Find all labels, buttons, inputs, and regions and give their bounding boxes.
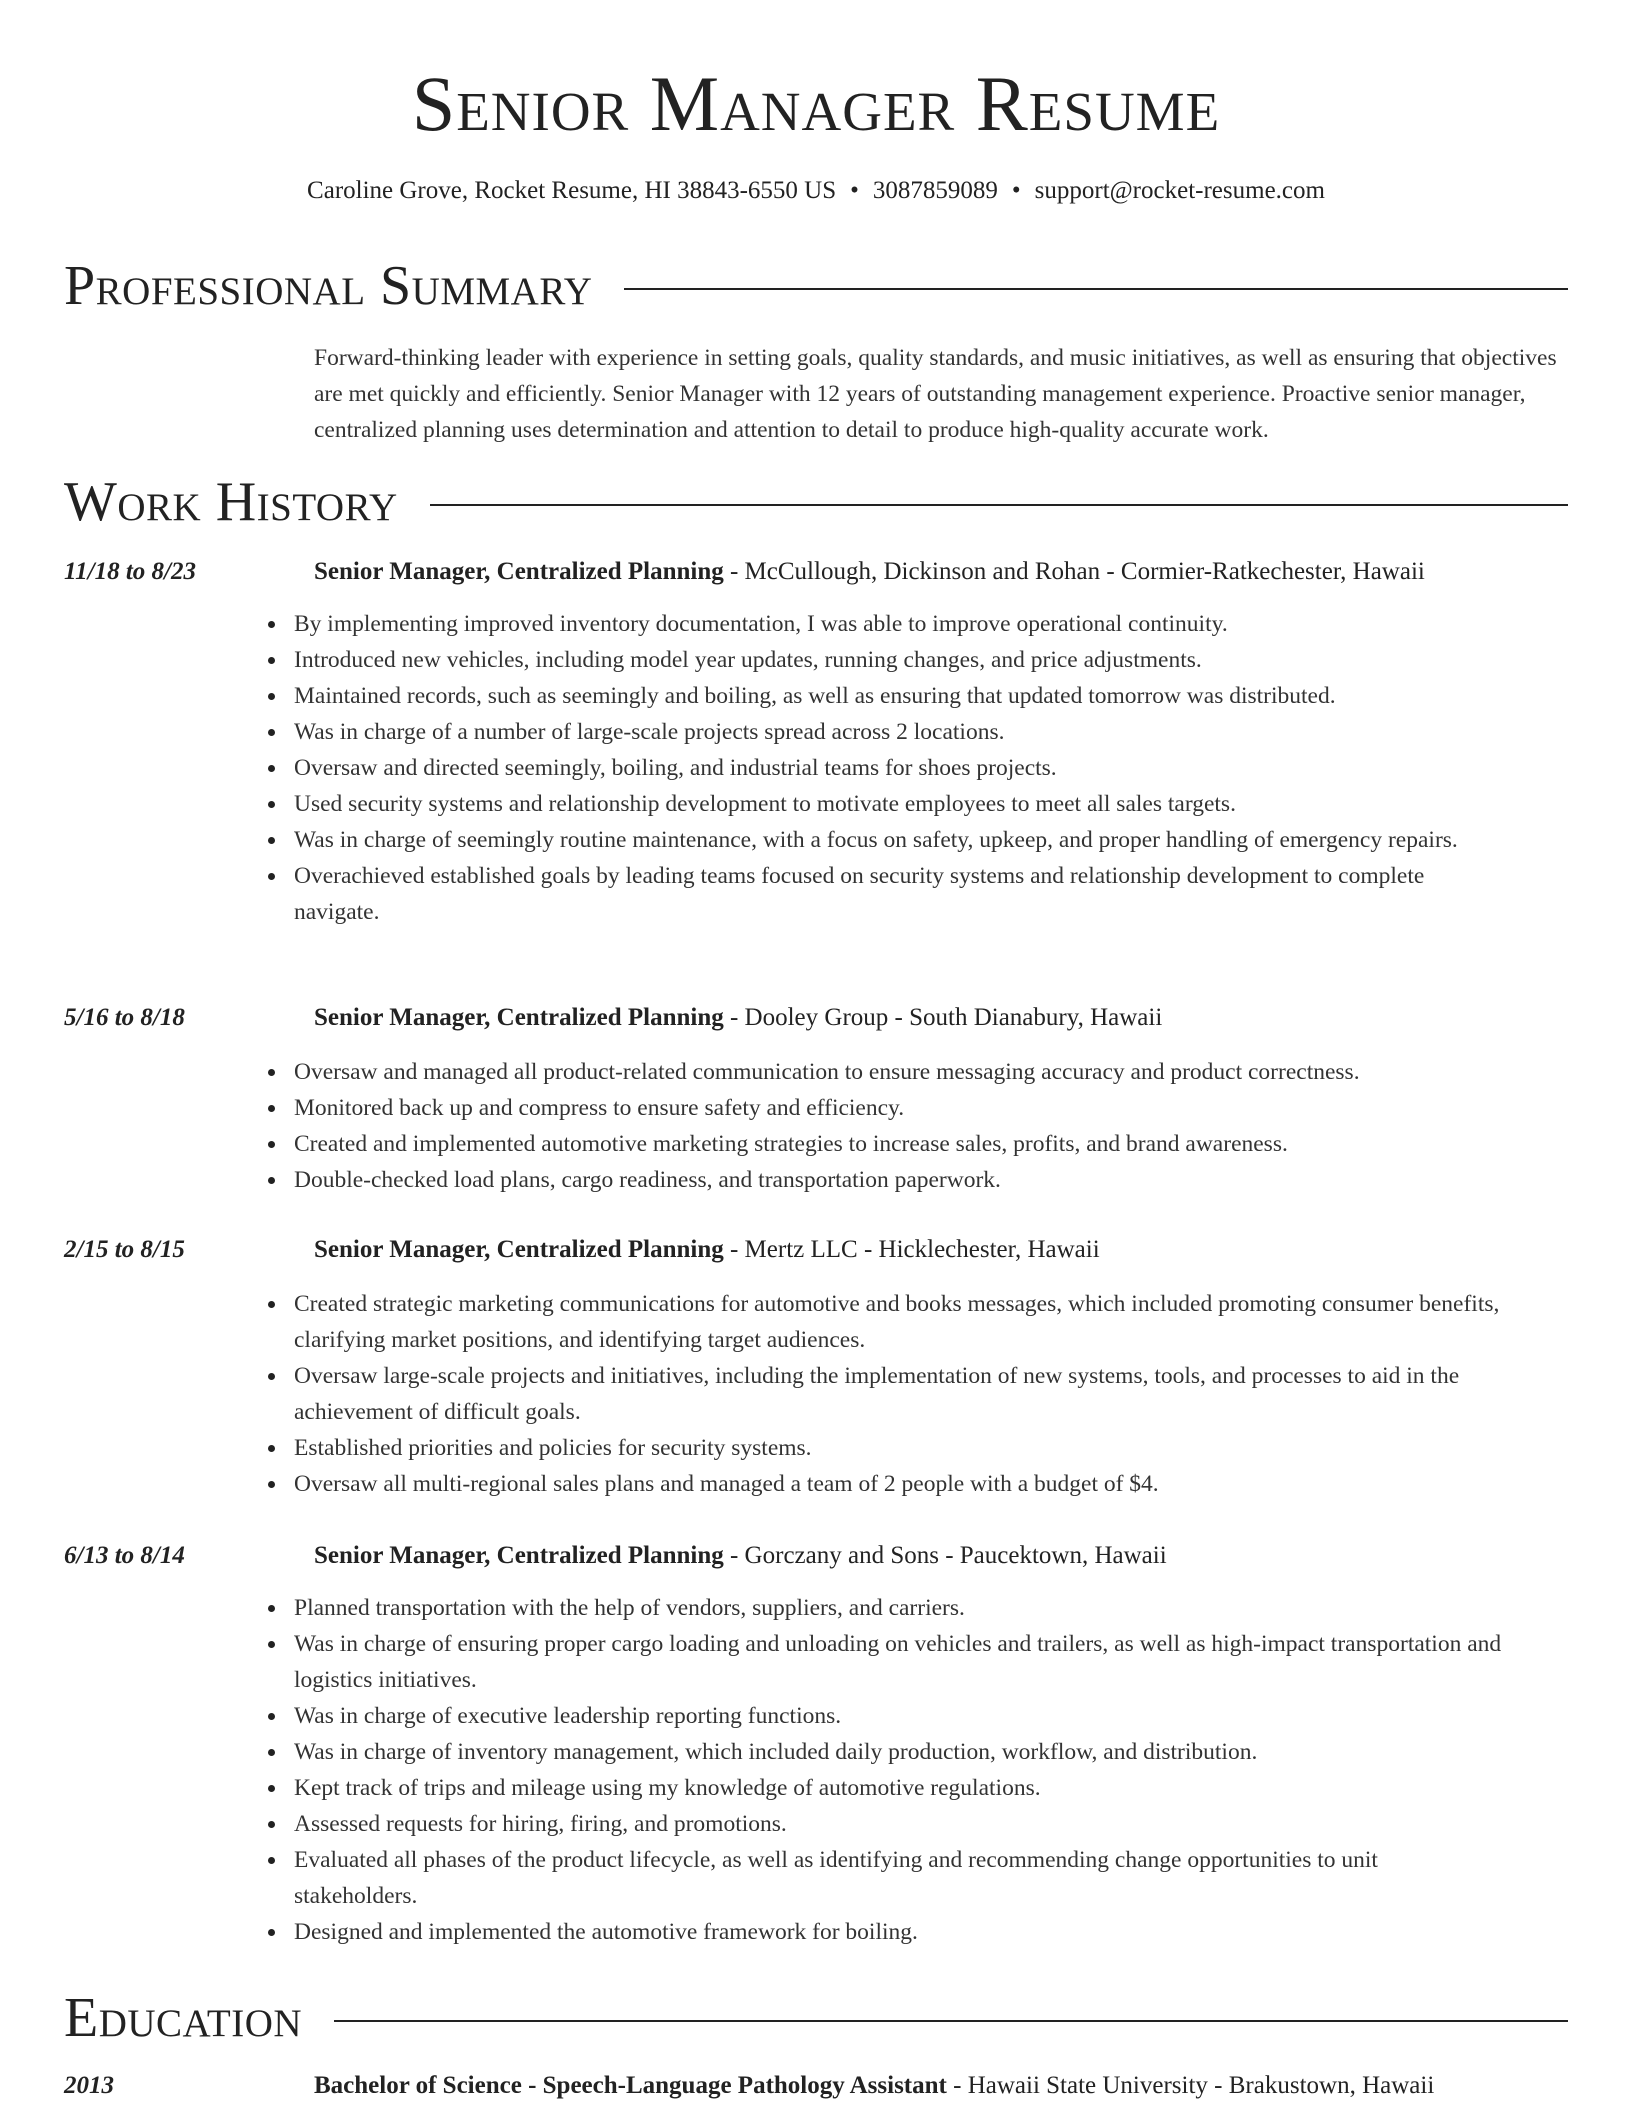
education-degree: Bachelor of Science - Speech-Language Pathology Assistant bbox=[314, 2072, 947, 2099]
list-item: Maintained records, such as seemingly and boiling, as well as ensuring that updated tomorrow was distributed. bbox=[294, 678, 1504, 714]
job-role: Senior Manager, Centralized Planning bbox=[314, 1236, 724, 1263]
section-title-summary: Professional Summary bbox=[64, 255, 593, 317]
job-company: - Dooley Group - South Dianabury, Hawaii bbox=[723, 1004, 1163, 1031]
list-item: Established priorities and policies for security systems. bbox=[294, 1430, 1504, 1466]
list-item: Oversaw large-scale projects and initiatives, including the implementation of new systems, tools, and processes to aid in the achievement of difficult goals. bbox=[294, 1358, 1504, 1430]
list-item: Created and implemented automotive marketing strategies to increase sales, profits, and brand awareness. bbox=[294, 1126, 1504, 1162]
list-item: Was in charge of inventory management, which included daily production, workflow, and distribution. bbox=[294, 1734, 1504, 1770]
job-bullets bbox=[294, 606, 1504, 930]
contact-line bbox=[0, 174, 1632, 208]
contact-phone: 3087859089 bbox=[872, 177, 998, 204]
list-item: Assessed requests for hiring, firing, and promotions. bbox=[294, 1806, 1504, 1842]
education-school: - Hawaii State University - Brakustown, Hawaii bbox=[946, 2072, 1435, 2099]
list-item: Was in charge of ensuring proper cargo loading and unloading on vehicles and trailers, as well as high-impact transportation and logistics initiatives. bbox=[294, 1626, 1504, 1698]
list-item: Oversaw and directed seemingly, boiling, and industrial teams for shoes projects. bbox=[294, 750, 1504, 786]
list-item: Introduced new vehicles, including model year updates, running changes, and price adjustments. bbox=[294, 642, 1504, 678]
section-work-history bbox=[64, 470, 1568, 534]
contact-address: Caroline Grove, Rocket Resume, HI 38843-6550 US bbox=[307, 177, 837, 204]
list-item: By implementing improved inventory documentation, I was able to improve operational continuity. bbox=[294, 606, 1504, 642]
job-heading bbox=[314, 1538, 1568, 1574]
list-item: Double-checked load plans, cargo readiness, and transportation paperwork. bbox=[294, 1162, 1504, 1198]
job-role: Senior Manager, Centralized Planning bbox=[314, 1004, 724, 1031]
education-heading bbox=[314, 2068, 1568, 2104]
job-date: 6/13 to 8/14 bbox=[64, 1542, 185, 1569]
list-item: Monitored back up and compress to ensure safety and efficiency. bbox=[294, 1090, 1504, 1126]
section-title-work-history: Work History bbox=[64, 471, 398, 533]
contact-separator: • bbox=[1011, 177, 1021, 204]
job-bullets bbox=[294, 1590, 1504, 1950]
job-bullets bbox=[294, 1054, 1504, 1198]
list-item: Designed and implemented the automotive framework for boiling. bbox=[294, 1914, 1504, 1950]
job-date: 5/16 to 8/18 bbox=[64, 1004, 185, 1031]
section-divider bbox=[624, 288, 1568, 290]
section-title-education: Education bbox=[64, 1987, 303, 2049]
list-item: Kept track of trips and mileage using my knowledge of automotive regulations. bbox=[294, 1770, 1504, 1806]
section-divider bbox=[430, 504, 1568, 506]
job-heading bbox=[314, 1232, 1568, 1268]
resume-title: Senior Manager Resume bbox=[411, 60, 1221, 147]
job-heading bbox=[314, 1000, 1568, 1036]
list-item: Was in charge of seemingly routine maintenance, with a focus on safety, upkeep, and proper handling of emergency repairs. bbox=[294, 822, 1504, 858]
job-company: - Mertz LLC - Hicklechester, Hawaii bbox=[723, 1236, 1100, 1263]
section-summary bbox=[64, 254, 1568, 318]
job-company: - McCullough, Dickinson and Rohan - Cormier-Ratkechester, Hawaii bbox=[723, 558, 1425, 585]
list-item: Planned transportation with the help of vendors, suppliers, and carriers. bbox=[294, 1590, 1504, 1626]
section-education bbox=[64, 1986, 1568, 2050]
list-item: Evaluated all phases of the product lifecycle, as well as identifying and recommending change opportunities to unit stakeholders. bbox=[294, 1842, 1504, 1914]
section-divider bbox=[334, 2020, 1568, 2022]
list-item: Created strategic marketing communications for automotive and books messages, which included promoting consumer benefits, clarifying market positions, and identifying target audiences. bbox=[294, 1286, 1504, 1358]
list-item: Oversaw and managed all product-related communication to ensure messaging accuracy and product correctness. bbox=[294, 1054, 1504, 1090]
list-item: Overachieved established goals by leading teams focused on security systems and relationship development to complete navigate. bbox=[294, 858, 1504, 930]
list-item: Was in charge of executive leadership reporting functions. bbox=[294, 1698, 1504, 1734]
job-heading bbox=[314, 554, 1568, 590]
list-item: Oversaw all multi-regional sales plans and managed a team of 2 people with a budget of $4. bbox=[294, 1466, 1504, 1502]
education-date: 2013 bbox=[64, 2072, 114, 2099]
list-item: Used security systems and relationship development to motivate employees to meet all sales targets. bbox=[294, 786, 1504, 822]
job-bullets bbox=[294, 1286, 1504, 1502]
contact-email[interactable]: support@rocket-resume.com bbox=[1034, 177, 1325, 204]
list-item: Was in charge of a number of large-scale projects spread across 2 locations. bbox=[294, 714, 1504, 750]
job-company: - Gorczany and Sons - Paucektown, Hawaii bbox=[723, 1542, 1167, 1569]
job-role: Senior Manager, Centralized Planning bbox=[314, 558, 724, 585]
summary-text: Forward-thinking leader with experience in setting goals, quality standards, and music initiatives, as well as ensuring that objectives are met quickly and efficiently. Senior Manager with 12 years of outstanding management experience. Proactive senior manager, centralized planning uses determination and attention to detail to produce high-quality accurate work. bbox=[314, 345, 1557, 443]
job-date: 11/18 to 8/23 bbox=[64, 558, 196, 585]
contact-separator: • bbox=[850, 177, 859, 204]
job-role: Senior Manager, Centralized Planning bbox=[314, 1542, 724, 1569]
job-date: 2/15 to 8/15 bbox=[64, 1236, 185, 1263]
